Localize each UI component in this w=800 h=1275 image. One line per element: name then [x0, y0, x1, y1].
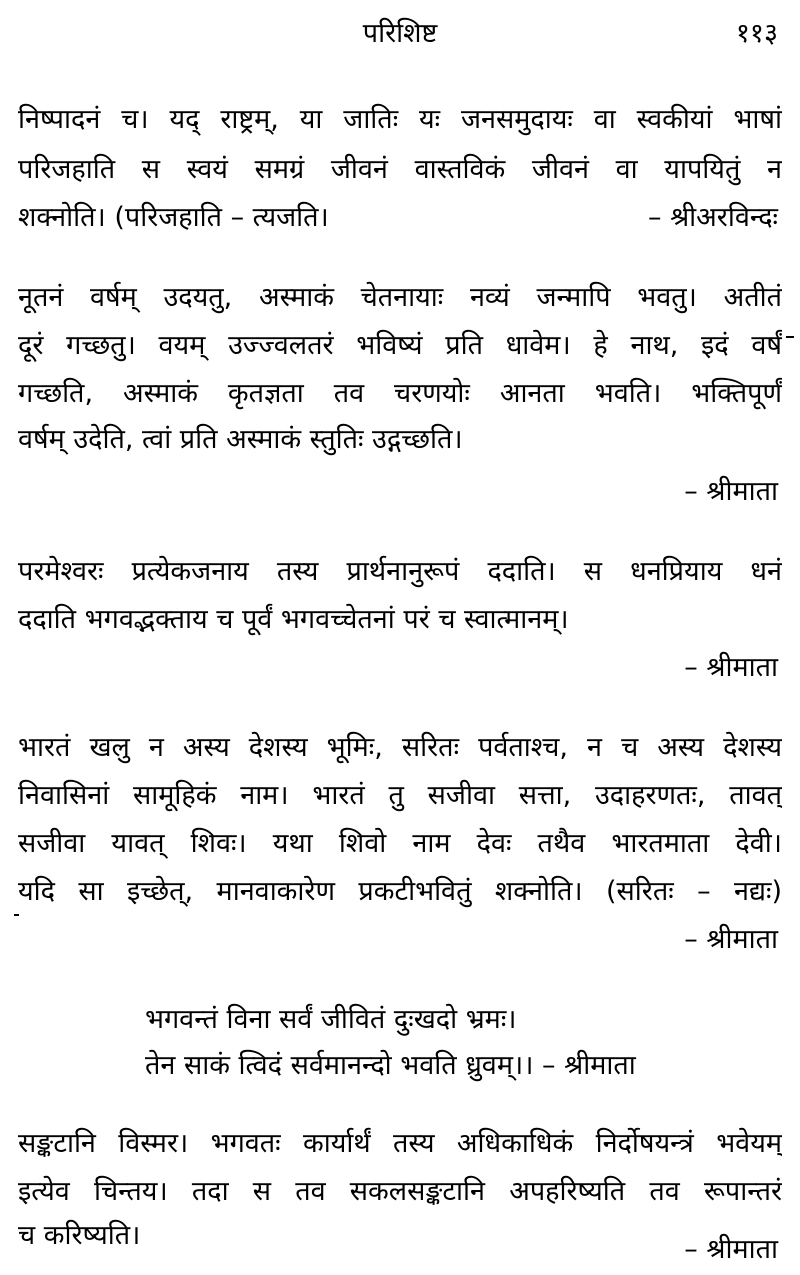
- attribution: – श्रीमाता: [684, 652, 778, 683]
- passage-line: गच्छति, अस्माकं कृतज्ञता तव चरणयोः आनता भवति। भक्तिपूर्णं: [18, 378, 782, 409]
- passage-line: यदि सा इच्छेत्, मानवाकारेण प्रकटीभवितुं शक्नोति। (सरितः – नद्यः): [18, 876, 782, 907]
- page-number: ११३: [735, 18, 778, 49]
- passage-line: सजीवा यावत् शिवः। यथा शिवो नाम देवः तथैव भारतमाता देवी।: [18, 828, 782, 859]
- passage-line: वर्षम् उदेति, त्वां प्रति अस्माकं स्तुतिः उद्गच्छति।: [18, 424, 463, 455]
- passage-line: दूरं गच्छतु। वयम् उज्ज्वलतरं भविष्यं प्रति धावेम। हे नाथ, इदं वर्षं: [18, 330, 782, 361]
- verse-line: तेन साकं त्विदं सर्वमानन्दो भवति ध्रुवम्।। – श्रीमाता: [145, 1050, 636, 1081]
- margin-mark: [14, 914, 19, 916]
- passage-line-text: शक्नोति। (परिजहाति – त्यजति।: [18, 202, 329, 233]
- passage-line: परमेश्वरः प्रत्येकजनाय तस्य प्रार्थनानुरूपं ददाति। स धनप्रियाय धनं: [18, 556, 782, 587]
- passage-line: ददाति भगवद्भक्ताय च पूर्वं भगवच्चेतनां परं च स्वात्मानम्।: [18, 604, 569, 635]
- passage-line: निवासिनां सामूहिकं नाम। भारतं तु सजीवा सत्ता, उदाहरणतः, तावत्: [18, 780, 782, 811]
- attribution: – श्रीमाता: [684, 1234, 778, 1265]
- passage-line: च करिष्यति।: [18, 1220, 141, 1251]
- passage-line: सङ्कटानि विस्मर। भगवतः कार्यार्थं तस्य अधिकाधिकं निर्दोषयन्त्रं भवेयम्: [18, 1128, 782, 1159]
- passage-line: इत्येव चिन्तय। तदा स तव सकलसङ्कटानि अपहरिष्यति तव रूपान्तरं: [18, 1176, 782, 1207]
- attribution: – श्रीअरविन्दः: [647, 202, 778, 233]
- verse-line: भगवन्तं विना सर्वं जीवितं दुःखदो भ्रमः।: [145, 1004, 517, 1035]
- margin-mark: [786, 336, 794, 338]
- running-title: परिशिष्ट: [362, 18, 438, 49]
- page-header: [0, 10, 800, 60]
- passage-line: नूतनं वर्षम् उदयतु, अस्माकं चेतनायाः नव्यं जन्मापि भवतु। अतीतं: [18, 282, 782, 313]
- passage-line: निष्पादनं च। यद् राष्ट्रम्, या जातिः यः जनसमुदायः वा स्वकीयां भाषां: [18, 104, 782, 135]
- passage-line: भारतं खलु न अस्य देशस्य भूमिः, सरितः पर्वताश्च, न च अस्य देशस्य: [18, 732, 782, 763]
- passage-line: परिजहाति स स्वयं समग्रं जीवनं वास्तविकं जीवनं वा यापयितुं न: [18, 154, 782, 185]
- attribution: – श्रीमाता: [684, 924, 778, 955]
- attribution: – श्रीमाता: [684, 476, 778, 507]
